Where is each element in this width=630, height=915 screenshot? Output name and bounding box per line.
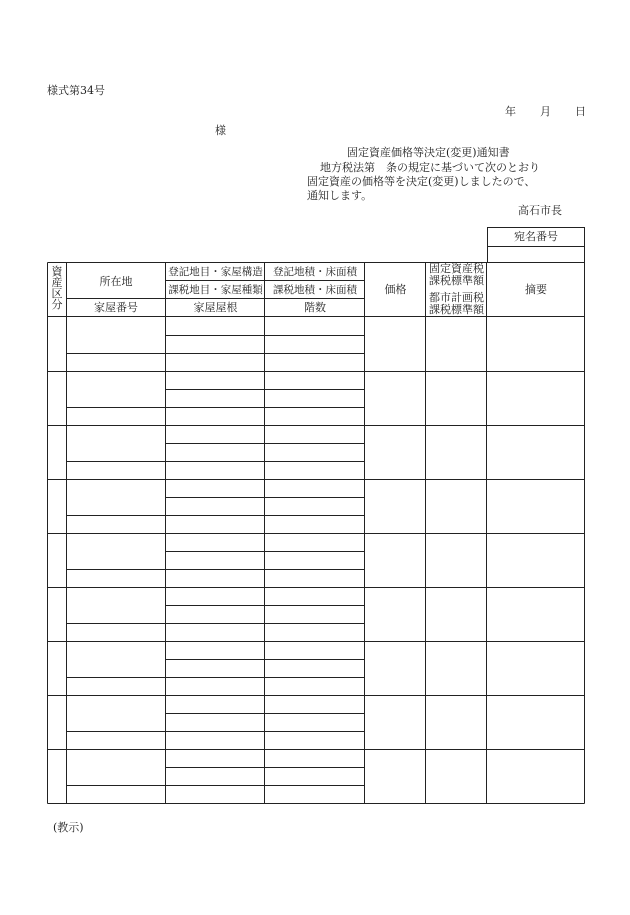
header-category [49,266,65,310]
header-house-number: 家屋番号 [94,301,138,314]
header-area-1: 登記地積・床面積 [273,266,357,278]
header-category-char: 分 [51,298,63,311]
header-land-structure-1: 登記地目・家屋構造 [168,266,263,278]
date-year: 年 [505,105,516,118]
date-month: 月 [540,105,551,118]
header-city-tax-1: 都市計画税 [429,291,484,304]
header-area-2: 課税地積・床面積 [273,284,357,296]
header-category-char: 区 [51,287,63,300]
form-number: 様式第34号 [47,84,105,97]
header-city-tax-2: 課税標準額 [429,303,484,316]
issuer: 高石市長 [518,204,562,217]
body-line-3: 通知します。 [307,189,373,202]
document-title: 固定資産価格等決定(変更)通知書 [347,146,510,159]
header-land-structure-2: 課税地目・家屋種類 [168,284,263,296]
instructions-note: (教示) [53,821,84,834]
header-category-char: 産 [51,276,63,289]
header-fixed-tax-2: 課税標準額 [429,274,484,287]
header-location: 所在地 [99,275,133,288]
header-category-char: 資 [51,265,63,278]
header-price: 価格 [384,283,407,296]
addressee-suffix: 様 [215,124,226,137]
date-day: 日 [575,105,586,118]
header-fixed-tax-1: 固定資産税 [429,262,484,275]
body-line-1: 地方税法第 条の規定に基づいて次のとおり [320,161,540,174]
address-number-label: 宛名番号 [488,228,584,247]
header-remarks: 摘要 [525,283,547,296]
body-line-2: 固定資産の価格等を決定(変更)しましたので、 [307,175,536,188]
header-floors: 階数 [304,301,326,314]
header-roof: 家屋屋根 [193,301,238,314]
